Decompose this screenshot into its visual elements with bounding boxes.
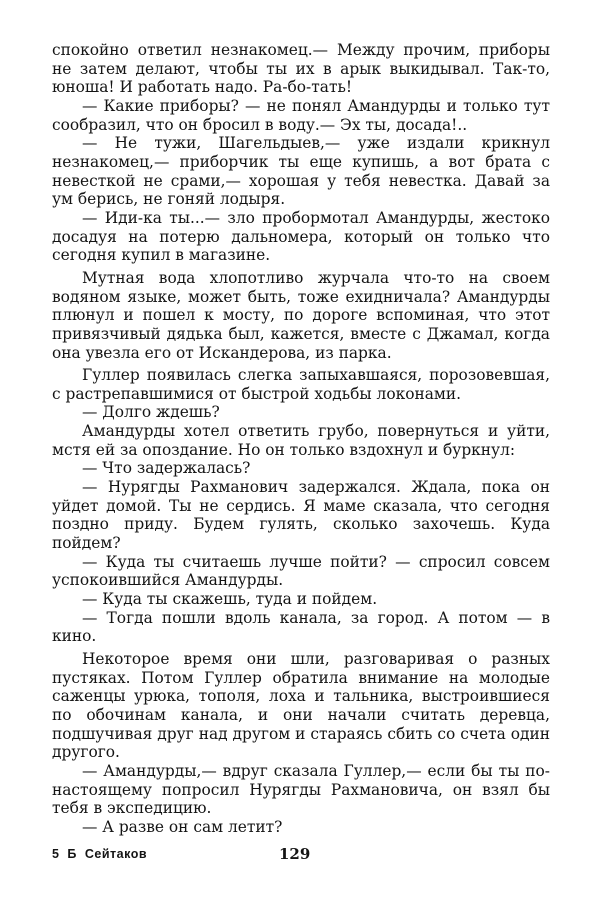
paragraph: — Куда ты скажешь, туда и пойдем.	[82, 590, 378, 609]
paragraph: — Что задержалась?	[82, 459, 251, 478]
paragraph: — Тогда пошли вдоль канала, за город. А потом — в кино.	[52, 608, 550, 646]
paragraph: — Какие приборы? — не понял Амандурды и только тут сообразил, что он бросил в воду.— Эх ты, досада!..	[52, 96, 550, 134]
paragraph: Некоторое время они шли, разговаривая о разных пустяках. Потом Гуллер обратила внимание на молодые саженцы урюка, тополя, лоха и тальника, выстроившиеся по обочинам канала, и они начали считать деревца, подшучивая друг над другом и стараясь сбить со счета один другого.	[52, 650, 550, 762]
paragraph: — Куда ты считаешь лучше пойти? — спросил совсем успокоившийся Амандурды.	[52, 552, 550, 590]
paragraph: — Нурягды Рахманович задержался. Ждала, пока он уйдет домой. Ты не сердись. Я маме сказала, что сегодня поздно приду. Будем гулять, сколько захочешь. Куда пойдем?	[52, 478, 550, 553]
paragraph: — Амандурды,— вдруг сказала Гуллер,— если бы ты по-настоящему попросил Нурягды Рахмановича, он взял бы тебя в экспедицию.	[52, 761, 550, 818]
printer-signature: 5 Б Сейтаков	[52, 847, 148, 861]
page-body	[52, 41, 550, 837]
paragraph: — А разве он сам летит?	[82, 817, 283, 836]
paragraph: — Долго ждешь?	[82, 403, 220, 422]
paragraph: — Не тужи, Шагельдыев,— уже издали крикнул незнакомец,— приборчик ты еще купишь, а вот брата с невесткой не срами,— хорошая у тебя невестка. Давай за ум берись, не гоняй лодыря.	[52, 134, 550, 209]
paragraph: Амандурды хотел ответить грубо, повернуться и уйти, мстя ей за опоздание. Но он только вздохнул и буркнул:	[52, 422, 550, 459]
paragraph: Гуллер появилась слегка запыхавшаяся, порозовевшая, с растрепавшимися от быстрой ходьбы локонами.	[52, 366, 550, 403]
paragraph: спокойно ответил незнакомец.— Между прочим, приборы не затем делают, чтобы ты их в арык выкидывал. Так-то, юноша! И работать надо. Ра-бо-тать!	[52, 41, 550, 97]
paragraph: Мутная вода хлопотливо журчала что-то на своем водяном языке, может быть, тоже ехидничала? Амандурды плюнул и пошел к мосту, по дороге вспоминая, что этот привязчивый дядька был, кажется, вместе с Джамал, когда она увезла его от Искандерова, из парка.	[52, 268, 550, 362]
page-number: 129	[279, 845, 311, 863]
page-footer	[52, 845, 550, 865]
paragraph: — Иди-ка ты...— зло пробормотал Амандурды, жестоко досадуя на потерю дальномера, который он только что сегодня купил в магазине.	[52, 208, 550, 265]
